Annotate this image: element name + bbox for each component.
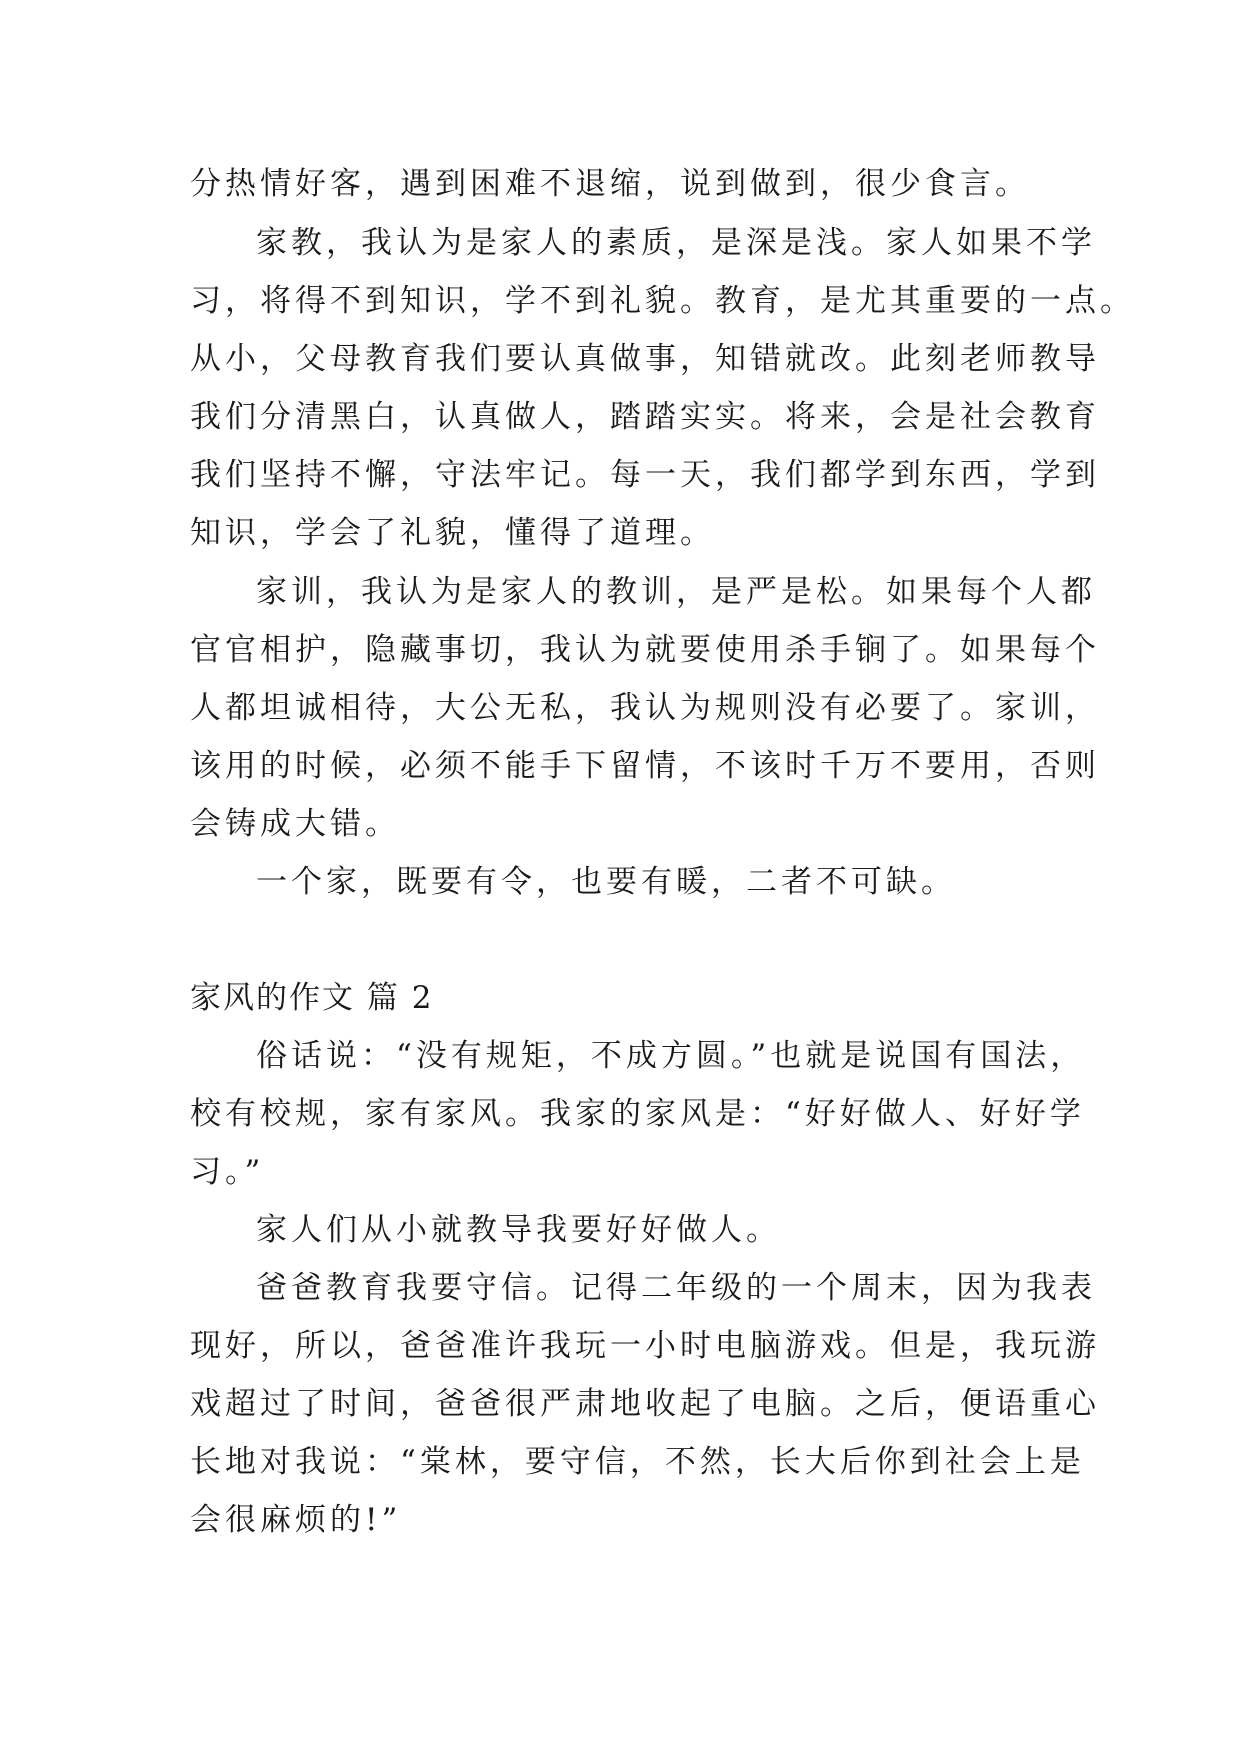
paragraph-line: 俗话说：“没有规矩，不成方圆。”也就是说国有国法， <box>256 1038 1086 1074</box>
paragraph-line: 家训，我认为是家人的教训，是严是松。如果每个人都 <box>256 574 1096 610</box>
paragraph-line: 家教，我认为是家人的素质，是深是浅。家人如果不学 <box>256 225 1096 261</box>
paragraph-line: 人都坦诚相待，大公无私，我认为规则没有必要了。家训， <box>190 690 1100 726</box>
paragraph-line: 官官相护，隐藏事切，我认为就要使用杀手锏了。如果每个 <box>190 632 1100 668</box>
paragraph-line: 爸爸教育我要守信。记得二年级的一个周末，因为我表 <box>256 1270 1096 1306</box>
paragraph-line: 分热情好客，遇到困难不退缩，说到做到，很少食言。 <box>190 166 1030 202</box>
paragraph-line: 现好，所以，爸爸准许我玩一小时电脑游戏。但是，我玩游 <box>190 1328 1100 1364</box>
paragraph-line: 校有校规，家有家风。我家的家风是：“好好做人、好好学 <box>190 1096 1085 1132</box>
paragraph-line: 会很麻烦的!” <box>190 1502 402 1538</box>
paragraph-line: 我们坚持不懈，守法牢记。每一天，我们都学到东西，学到 <box>190 457 1100 493</box>
paragraph-line: 戏超过了时间，爸爸很严肃地收起了电脑。之后，便语重心 <box>190 1386 1100 1422</box>
paragraph-line: 习。” <box>190 1154 265 1190</box>
paragraph-line: 知识，学会了礼貌，懂得了道理。 <box>190 515 715 551</box>
paragraph-line: 习，将得不到知识，学不到礼貌。教育，是尤其重要的一点。 <box>190 283 1135 319</box>
paragraph-line: 会铸成大错。 <box>190 806 400 842</box>
paragraph-line: 一个家，既要有令，也要有暖，二者不可缺。 <box>256 864 956 900</box>
paragraph-line: 我们分清黑白，认真做人，踏踏实实。将来，会是社会教育 <box>190 399 1100 435</box>
paragraph-line: 长地对我说：“棠林，要守信，不然，长大后你到社会上是 <box>190 1444 1085 1480</box>
paragraph-line: 家人们从小就教导我要好好做人。 <box>256 1212 781 1248</box>
paragraph-line: 该用的时候，必须不能手下留情，不该时千万不要用，否则 <box>190 748 1100 784</box>
paragraph-line: 从小，父母教育我们要认真做事，知错就改。此刻老师教导 <box>190 341 1100 377</box>
section-heading: 家风的作文 篇 2 <box>190 980 434 1016</box>
